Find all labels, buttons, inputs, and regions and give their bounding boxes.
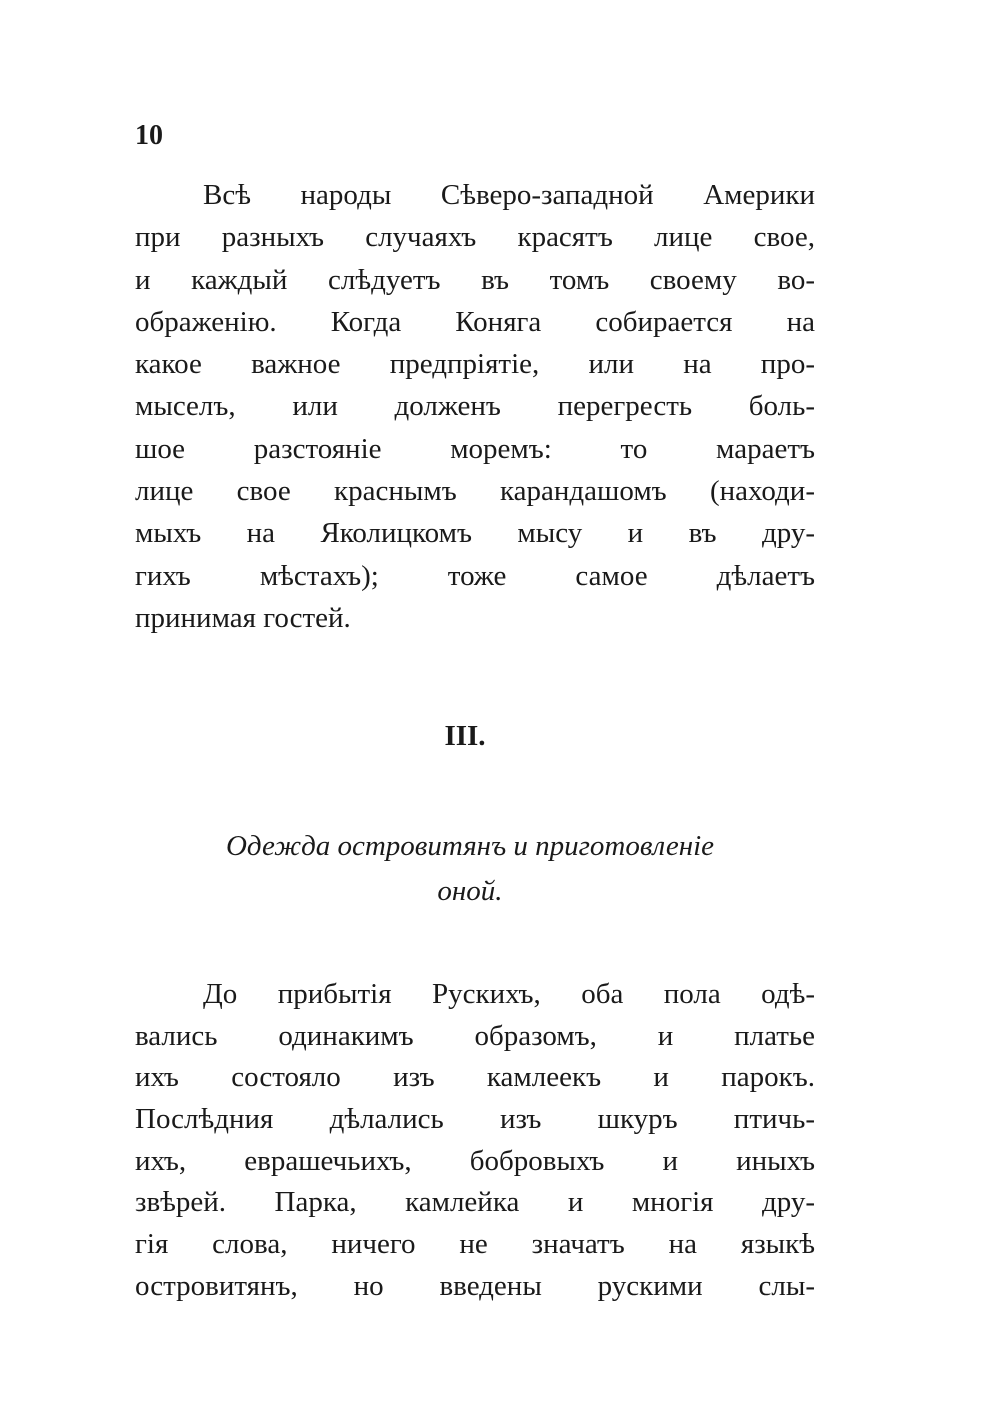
text-line: ихъ состояло изъ камлеекъ и парокъ. bbox=[135, 1061, 815, 1094]
text-line: звѣрей. Парка, камлейка и многія дру- bbox=[135, 1186, 815, 1219]
text-line: ображенію. Когда Коняга собирается на bbox=[135, 305, 815, 338]
paragraph-1 bbox=[135, 174, 815, 639]
text-line: и каждый слѣдуетъ въ томъ своему во- bbox=[135, 263, 815, 296]
text-line: гія слова, ничего не значатъ на языкѣ bbox=[135, 1228, 815, 1261]
text-line: островитянъ, но введены рускими слы- bbox=[135, 1269, 815, 1302]
text-line: гихъ мѣстахъ); тоже самое дѣлаетъ bbox=[135, 559, 815, 592]
heading-line: Одежда островитянъ и приготовленіе bbox=[225, 830, 715, 862]
text-line: До прибытія Рускихъ, оба пола одѣ- bbox=[203, 978, 815, 1010]
heading-line: оной. bbox=[437, 875, 503, 907]
text-line: мыселъ, или долженъ перегресть боль- bbox=[135, 390, 815, 423]
text-line: принимая гостей. bbox=[135, 601, 351, 634]
text-line: лице свое краснымъ карандашомъ (находи- bbox=[135, 475, 815, 508]
text-line: Послѣдния дѣлались изъ шкуръ птичь- bbox=[135, 1103, 815, 1136]
paragraph-2 bbox=[135, 974, 815, 1308]
page-number: 10 bbox=[135, 120, 163, 151]
text-line: какое важное предпріятіе, или на про- bbox=[135, 348, 815, 381]
text-line: Всѣ народы Сѣверо-западной Америки bbox=[203, 179, 815, 211]
section-number: III. bbox=[444, 720, 486, 752]
text-line: ихъ, еврашечьихъ, бобровыхъ и иныхъ bbox=[135, 1144, 815, 1177]
section-heading bbox=[0, 824, 940, 914]
text-line: мыхъ на Яколицкомъ мысу и въ дру- bbox=[135, 517, 815, 550]
text-line: шое разстояніе моремъ: то мараетъ bbox=[135, 432, 815, 465]
text-line: при разныхъ случаяхъ красятъ лице свое, bbox=[135, 221, 815, 254]
text-line: вались одинакимъ образомъ, и платье bbox=[135, 1019, 815, 1052]
